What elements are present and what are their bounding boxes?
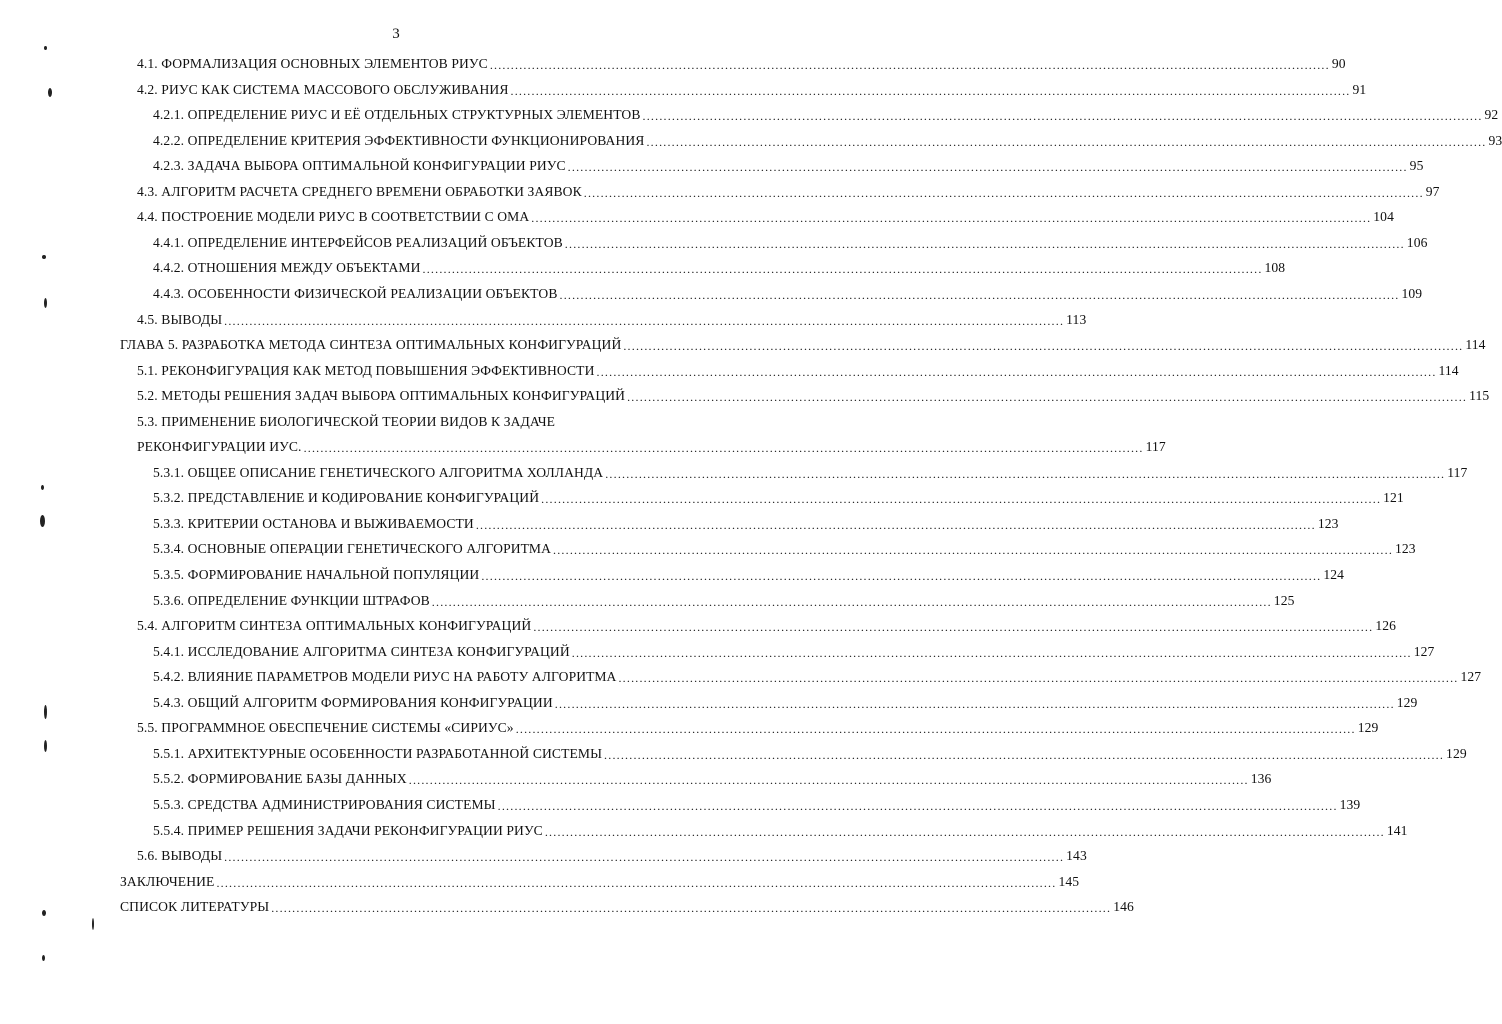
toc-entry-page: 93 (1488, 132, 1502, 148)
toc-leader-dots: ........................................................................................................................................................................................................ (559, 287, 1400, 302)
toc-entry (153, 510, 1339, 532)
toc-leader-dots: ........................................................................................................................................................................................................ (646, 134, 1487, 149)
toc-entry (153, 535, 1416, 558)
toc-entry (153, 484, 1404, 507)
toc-entry (137, 203, 1394, 226)
toc-entry-page: 124 (1323, 567, 1345, 582)
toc-entry (137, 842, 1087, 865)
toc-entry (153, 152, 1424, 175)
toc-leader-dots: ........................................................................................................................................................................................................ (618, 671, 1459, 686)
scan-speck (44, 298, 47, 308)
toc-leader-dots: ........................................................................................................................................................................................................ (627, 390, 1468, 405)
toc-entry (137, 612, 1397, 635)
toc-entry-page: 92 (1484, 107, 1499, 123)
toc-entry-page: 126 (1375, 618, 1397, 634)
toc-entry (137, 306, 1087, 328)
toc-entry (137, 382, 1490, 405)
toc-leader-dots: ........................................................................................................................................................................................................ (533, 620, 1374, 635)
toc-entry-page: 114 (1465, 337, 1486, 353)
toc-entry (153, 791, 1361, 813)
toc-entry-title: 4.2.3. ЗАДАЧА ВЫБОРА ОПТИМАЛЬНОЙ КОНФИГУРАЦИИ РИУС (153, 158, 566, 174)
toc-entry (137, 714, 1379, 737)
toc-leader-dots: ........................................................................................................................................................................................................ (489, 58, 1330, 72)
scan-speck (42, 910, 46, 916)
toc-entry-title: 5.4.2. ВЛИЯНИЕ ПАРАМЕТРОВ МОДЕЛИ РИУС НА РАБОТУ АЛГОРИТМА (153, 669, 617, 685)
toc-entry-title: 5.5.3. СРЕДСТВА АДМИНИСТРИРОВАНИЯ СИСТЕМЫ (153, 796, 496, 812)
toc-entry (137, 50, 1346, 72)
toc-leader-dots: ........................................................................................................................................................................................................ (422, 262, 1263, 277)
toc-entry-page: 114 (1438, 362, 1459, 378)
scan-speck (41, 485, 44, 490)
toc-leader-dots: ........................................................................................................................................................................................................ (623, 339, 1464, 354)
toc-entry-page: 90 (1331, 56, 1346, 71)
toc-entry-page: 143 (1066, 848, 1087, 864)
toc-entry (153, 689, 1418, 711)
scan-speck (40, 515, 45, 527)
toc-leader-dots: ........................................................................................................................................................................................................ (596, 364, 1437, 379)
toc-entry (153, 561, 1345, 583)
scan-speck (44, 705, 47, 719)
toc-entry-page: 145 (1058, 873, 1080, 889)
toc-entry-title: 5.5.2. ФОРМИРОВАНИЕ БАЗЫ ДАННЫХ (153, 771, 407, 787)
toc-entry-page: 121 (1383, 490, 1404, 506)
toc-entry (137, 76, 1367, 98)
toc-entry-title: 5.3.1. ОБЩЕЕ ОПИСАНИЕ ГЕНЕТИЧЕСКОГО АЛГОРИТМА ХОЛЛАНДА (153, 464, 604, 480)
toc-entry-title: 5.3.3. КРИТЕРИИ ОСТАНОВА И ВЫЖИВАЕМОСТИ (153, 515, 474, 531)
toc-leader-dots: ........................................................................................................................................................................................................ (515, 722, 1356, 737)
toc-entry-page: 106 (1406, 234, 1428, 250)
scan-speck (92, 918, 94, 930)
toc-entry-title: 5.4.1. ИССЛЕДОВАНИЕ АЛГОРИТМА СИНТЕЗА КОНФИГУРАЦИЙ (153, 643, 570, 659)
toc-entry (153, 663, 1482, 686)
toc-leader-dots: ........................................................................................................................................................................................................ (642, 109, 1483, 124)
toc-entry-page: 97 (1425, 183, 1440, 199)
toc-leader-dots: ........................................................................................................................................................................................................ (431, 594, 1272, 609)
toc-leader-dots: ........................................................................................................................................................................................................ (564, 236, 1405, 251)
toc-entry (153, 740, 1467, 762)
toc-entry-page: 136 (1250, 771, 1272, 787)
toc-entry-page: 104 (1373, 209, 1394, 225)
toc-entry-title: 5.3.2. ПРЕДСТАВЛЕНИЕ И КОДИРОВАНИЕ КОНФИГУРАЦИЙ (153, 490, 540, 506)
toc-leader-dots: ........................................................................................................................................................................................................ (567, 160, 1408, 175)
toc-entry-title: 4.3. АЛГОРИТМ РАСЧЕТА СРЕДНЕГО ВРЕМЕНИ ОБРАБОТКИ ЗАЯВОК (137, 183, 582, 199)
toc-leader-dots: ........................................................................................................................................................................................................ (216, 875, 1057, 890)
toc-entry-title: 5.4.3. ОБЩИЙ АЛГОРИТМ ФОРМИРОВАНИЯ КОНФИГУРАЦИИ (153, 694, 553, 710)
toc-entry-title: ЗАКЛЮЧЕНИЕ (120, 873, 215, 889)
toc-leader-dots: ........................................................................................................................................................................................................ (583, 185, 1424, 200)
toc-entry-title: 5.4. АЛГОРИТМ СИНТЕЗА ОПТИМАЛЬНЫХ КОНФИГУРАЦИЙ (137, 618, 532, 634)
toc-entry (137, 408, 732, 430)
toc-entry (120, 868, 1080, 890)
toc-leader-dots: ........................................................................................................................................................................................................ (271, 901, 1112, 916)
scan-speck (42, 955, 45, 961)
toc-entry-title: 5.5. ПРОГРАММНОЕ ОБЕСПЕЧЕНИЕ СИСТЕМЫ «СИРИУС» (137, 720, 514, 736)
toc-leader-dots: ........................................................................................................................................................................................................ (303, 441, 1144, 456)
toc-entry-page: 123 (1317, 515, 1339, 531)
toc-leader-dots: ........................................................................................................................................................................................................ (554, 696, 1395, 711)
toc-entry (153, 638, 1435, 660)
toc-leader-dots: ........................................................................................................................................................................................................ (604, 747, 1445, 762)
toc-entry (120, 893, 1134, 916)
toc-leader-dots: ........................................................................................................................................................................................................ (553, 543, 1394, 558)
toc-entry-page: 139 (1339, 796, 1361, 812)
toc-leader-dots: ........................................................................................................................................................................................................ (497, 798, 1338, 813)
scan-speck (48, 88, 52, 97)
toc-entry (153, 459, 1468, 481)
toc-entry (153, 280, 1423, 302)
page-number: 3 (392, 26, 400, 42)
toc-entry (120, 331, 1486, 354)
toc-entry-title: 4.5. ВЫВОДЫ (137, 311, 223, 327)
toc-entry-page: 115 (1469, 388, 1490, 404)
toc-entry-title: 4.2. РИУС КАК СИСТЕМА МАССОВОГО ОБСЛУЖИВАНИЯ (137, 81, 509, 97)
toc-entry-title: СПИСОК ЛИТЕРАТУРЫ (120, 899, 270, 915)
scan-speck (42, 255, 46, 259)
toc-leader-dots: ........................................................................................................................................................................................................ (531, 211, 1372, 226)
toc-entry (153, 587, 1295, 609)
toc-entry-page: 129 (1396, 694, 1418, 710)
toc-entry (137, 178, 1440, 200)
toc-entry-title: ГЛАВА 5. РАЗРАБОТКА МЕТОДА СИНТЕЗА ОПТИМАЛЬНЫХ КОНФИГУРАЦИЙ (120, 337, 622, 353)
toc-entry-page: 129 (1357, 720, 1379, 736)
toc-entry-title: 4.2.1. ОПРЕДЕЛЕНИЕ РИУС И ЕЁ ОТДЕЛЬНЫХ СТРУКТУРНЫХ ЭЛЕМЕНТОВ (153, 107, 641, 123)
toc-entry-page: 91 (1352, 81, 1367, 97)
toc-leader-dots: ........................................................................................................................................................................................................ (541, 492, 1382, 507)
toc-entry-title: 5.3.5. ФОРМИРОВАНИЕ НАЧАЛЬНОЙ ПОПУЛЯЦИИ (153, 567, 480, 582)
toc-entry-page: 123 (1395, 541, 1416, 557)
toc-entry (137, 357, 1459, 379)
toc-leader-dots: ........................................................................................................................................................................................................ (408, 773, 1249, 788)
toc-entry-page: 113 (1066, 311, 1087, 327)
toc-entry-page: 108 (1264, 260, 1286, 276)
toc-entry (153, 254, 1286, 277)
toc-entry-title: 4.1. ФОРМАЛИЗАЦИЯ ОСНОВНЫХ ЭЛЕМЕНТОВ РИУС (137, 56, 488, 71)
toc-leader-dots: ........................................................................................................................................................................................................ (224, 313, 1065, 328)
toc-entry-page: 127 (1460, 669, 1482, 685)
toc-entry-title: 5.3. ПРИМЕНЕНИЕ БИОЛОГИЧЕСКОЙ ТЕОРИИ ВИДОВ К ЗАДАЧЕ (137, 413, 556, 429)
toc-entry (153, 127, 1502, 149)
toc-entry-title: 4.2.2. ОПРЕДЕЛЕНИЕ КРИТЕРИЯ ЭФФЕКТИВНОСТИ ФУНКЦИОНИРОВАНИЯ (153, 132, 645, 148)
toc-entry-title: 4.4.3. ОСОБЕННОСТИ ФИЗИЧЕСКОЙ РЕАЛИЗАЦИИ ОБЪЕКТОВ (153, 285, 558, 301)
toc-entry-page: 117 (1145, 439, 1166, 455)
scan-speck (44, 46, 47, 50)
toc-entry (153, 765, 1272, 788)
toc-entry (153, 229, 1428, 251)
toc-leader-dots: ........................................................................................................................................................................................................ (224, 850, 1065, 865)
toc-entry-title: 5.5.4. ПРИМЕР РЕШЕНИЯ ЗАДАЧИ РЕКОНФИГУРАЦИИ РИУС (153, 822, 543, 838)
toc-entry-page: 117 (1447, 464, 1468, 480)
toc-entry-title: 5.5.1. АРХИТЕКТУРНЫЕ ОСОБЕННОСТИ РАЗРАБОТАННОЙ СИСТЕМЫ (153, 745, 603, 761)
toc-entry-title: 5.2. МЕТОДЫ РЕШЕНИЯ ЗАДАЧ ВЫБОРА ОПТИМАЛЬНЫХ КОНФИГУРАЦИЙ (137, 388, 626, 404)
toc-entry-title: 4.4.2. ОТНОШЕНИЯ МЕЖДУ ОБЪЕКТАМИ (153, 260, 421, 276)
toc-entry-page: 109 (1401, 285, 1423, 301)
toc-entry-page: 129 (1446, 745, 1467, 761)
toc-entry-page: 127 (1413, 643, 1435, 659)
toc-entry-page: 125 (1273, 592, 1295, 608)
toc-entry (137, 433, 1166, 456)
toc-entry-page: 95 (1409, 158, 1424, 174)
scan-speck (44, 740, 47, 752)
toc-entry-page: 146 (1113, 899, 1134, 915)
toc-entry (153, 101, 1499, 124)
toc-leader-dots: ........................................................................................................................................................................................................ (544, 824, 1385, 839)
toc-entry-page: 141 (1386, 822, 1408, 838)
toc-entry-title: РЕКОНФИГУРАЦИИ ИУС. (137, 439, 302, 455)
toc-entry (153, 817, 1408, 839)
toc-entry-title: 4.4.1. ОПРЕДЕЛЕНИЕ ИНТЕРФЕЙСОВ РЕАЛИЗАЦИЙ ОБЪЕКТОВ (153, 234, 563, 250)
toc-entry-title: 5.1. РЕКОНФИГУРАЦИЯ КАК МЕТОД ПОВЫШЕНИЯ ЭФФЕКТИВНОСТИ (137, 362, 595, 378)
toc-entry-title: 4.4. ПОСТРОЕНИЕ МОДЕЛИ РИУС В СООТВЕТСТВИИ С ОМА (137, 209, 530, 225)
toc-leader-dots: ........................................................................................................................................................................................................ (510, 83, 1351, 98)
toc-leader-dots: ........................................................................................................................................................................................................ (605, 466, 1446, 481)
toc-entry-title: 5.6. ВЫВОДЫ (137, 848, 223, 864)
toc-leader-dots: ........................................................................................................................................................................................................ (481, 569, 1322, 583)
toc-entry-title: 5.3.6. ОПРЕДЕЛЕНИЕ ФУНКЦИИ ШТРАФОВ (153, 592, 430, 608)
toc-entry-title: 5.3.4. ОСНОВНЫЕ ОПЕРАЦИИ ГЕНЕТИЧЕСКОГО АЛГОРИТМА (153, 541, 552, 557)
toc-leader-dots: ........................................................................................................................................................................................................ (475, 517, 1316, 532)
toc-leader-dots: ........................................................................................................................................................................................................ (571, 645, 1412, 660)
